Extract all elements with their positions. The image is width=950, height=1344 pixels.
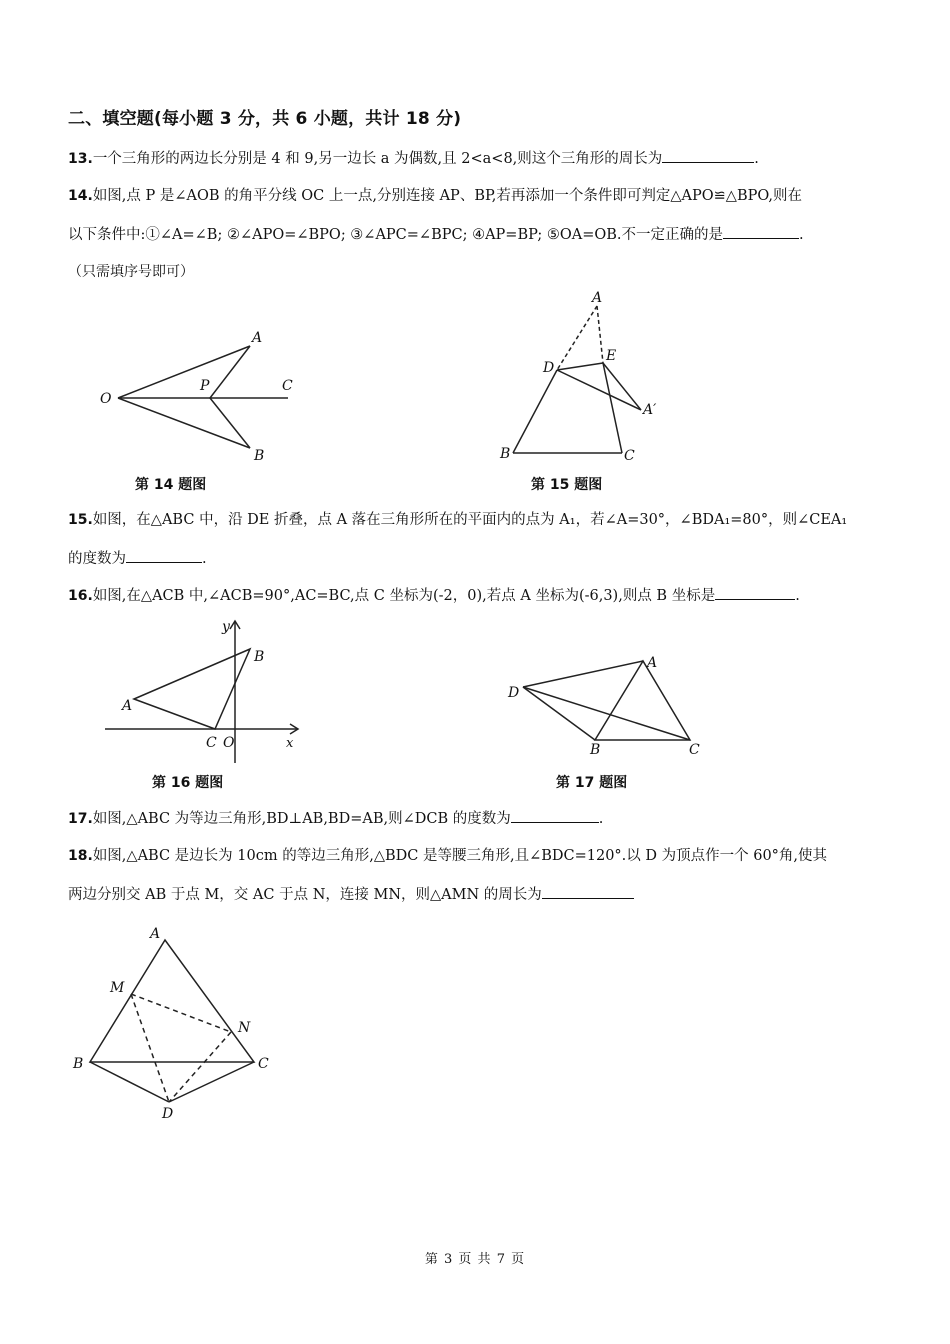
figure-16-caption: 第 16 题图 [152, 775, 224, 791]
answer-blank[interactable] [126, 548, 202, 563]
figure-16 [100, 615, 310, 765]
question-text: 如图，在△ABC 中，沿 DE 折叠，点 A 落在三角形所在的平面内的点为 A₁，若∠A=30°，∠BDA₁=80°，则∠CEA₁ [92, 512, 848, 528]
label-e: E [606, 348, 617, 364]
question-17: 17.如图,△ABC 为等边三角形,BD⊥AB,BD=AB,则∠DCB 的度数为 . [68, 808, 603, 829]
label-c: C [206, 735, 217, 751]
label-b: B [590, 742, 601, 758]
label-p: P [200, 378, 210, 394]
segment-db [513, 370, 557, 453]
question-text: 一个三角形的两边长分别是 4 和 9,另一边长 a 为偶数,且 2<a<8,则这个三角形的周长为 [92, 151, 663, 167]
label-m: M [110, 980, 125, 996]
question-text: 以下条件中:①∠A=∠B; ②∠APO=∠BPO; ③∠APC=∠BPC; ④AP=BP; ⑤OA=OB.不一定正确的是 [68, 227, 724, 243]
figure-18 [68, 920, 288, 1130]
label-a: A [592, 290, 603, 306]
segment-dc [169, 1062, 254, 1102]
question-text: 两边分别交 AB 于点 M，交 AC 于点 N，连接 MN，则△AMN 的周长为 [68, 887, 542, 903]
figure-14-caption: 第 14 题图 [135, 477, 207, 493]
question-14 [68, 186, 802, 206]
label-n: N [238, 1020, 251, 1036]
figure-15 [495, 288, 670, 468]
label-o: O [223, 735, 235, 751]
triangle-abc [90, 940, 254, 1062]
answer-blank[interactable] [511, 808, 599, 823]
figure-15-caption: 第 15 题图 [531, 477, 603, 493]
label-c: C [258, 1056, 269, 1072]
segment-dc [523, 687, 690, 740]
label-c: C [624, 448, 635, 464]
label-d: D [162, 1106, 174, 1122]
label-b: B [500, 446, 511, 462]
triangle-acb [134, 649, 250, 729]
question-text: 如图,点 P 是∠AOB 的角平分线 OC 上一点,分别连接 AP、BP,若再添加一个条件即可判定△APO≌△BPO,则在 [92, 188, 803, 204]
fold-line-de [557, 363, 603, 370]
question-number: 14. [68, 188, 93, 204]
question-text: 如图,△ABC 为等边三角形,BD⊥AB,BD=AB,则∠DCB 的度数为 [92, 811, 511, 827]
dashed-mn [131, 994, 231, 1032]
label-o: O [100, 391, 112, 407]
label-y: y [222, 619, 230, 635]
question-text: 如图,△ABC 是边长为 10cm 的等边三角形,△BDC 是等腰三角形,且∠BDC=120°.以 D 为顶点作一个 60°角,使其 [92, 848, 828, 864]
figure-17-caption: 第 17 题图 [556, 775, 628, 791]
label-b: B [254, 649, 265, 665]
segment-db [523, 687, 595, 740]
label-a: A [647, 655, 658, 671]
answer-blank[interactable] [662, 148, 754, 163]
question-number: 15. [68, 512, 93, 528]
label-a: A [150, 926, 161, 942]
answer-blank[interactable] [715, 585, 795, 600]
question-number: 16. [68, 588, 93, 604]
question-15-cont: 的度数为 . [68, 548, 207, 569]
answer-blank[interactable] [723, 224, 799, 239]
label-a-prime: A′ [643, 402, 657, 418]
segment-bd [90, 1062, 169, 1102]
question-text: 的度数为 [68, 551, 126, 567]
dashed-ad [557, 306, 597, 370]
question-15 [68, 510, 847, 530]
label-d: D [543, 360, 555, 376]
question-18 [68, 846, 827, 866]
section-title: 二、填空题(每小题 3 分，共 6 小题，共计 18 分) [68, 109, 462, 129]
dashed-ae [597, 306, 603, 363]
segment-da1 [557, 370, 641, 410]
question-13: 13.一个三角形的两边长分别是 4 和 9,另一边长 a 为偶数,且 2<a<8,则这个三角形的周长为 . [68, 148, 759, 169]
segment-ec [603, 363, 622, 453]
question-14-options: 以下条件中:①∠A=∠B; ②∠APO=∠BPO; ③∠APC=∠BPC; ④AP=BP; ⑤OA=OB.不一定正确的是 . [68, 224, 804, 245]
label-b: B [73, 1056, 84, 1072]
question-text: 如图,在△ACB 中,∠ACB=90°,AC=BC,点 C 坐标为(-2，0),若点 A 坐标为(-6,3),则点 B 坐标是 [92, 588, 716, 604]
figure-17 [500, 650, 720, 765]
answer-blank[interactable] [542, 884, 634, 899]
question-number: 13. [68, 151, 93, 167]
label-x: x [286, 736, 294, 751]
label-a: A [252, 330, 263, 346]
question-14-hint: （只需填序号即可） [68, 264, 194, 280]
triangle-abc [595, 661, 690, 740]
question-16: 16.如图,在△ACB 中,∠ACB=90°,AC=BC,点 C 坐标为(-2，0),若点 A 坐标为(-6,3),则点 B 坐标是 . [68, 585, 800, 606]
dashed-dn [169, 1032, 231, 1102]
question-number: 18. [68, 848, 93, 864]
page-footer: 第 3 页 共 7 页 [424, 1252, 526, 1267]
segment-da [523, 661, 643, 687]
label-c: C [282, 378, 293, 394]
label-d: D [508, 685, 520, 701]
label-b: B [254, 448, 265, 464]
figure-14 [90, 320, 310, 470]
question-18-cont [68, 884, 634, 905]
label-a: A [122, 698, 133, 714]
question-number: 17. [68, 811, 93, 827]
label-c: C [689, 742, 700, 758]
